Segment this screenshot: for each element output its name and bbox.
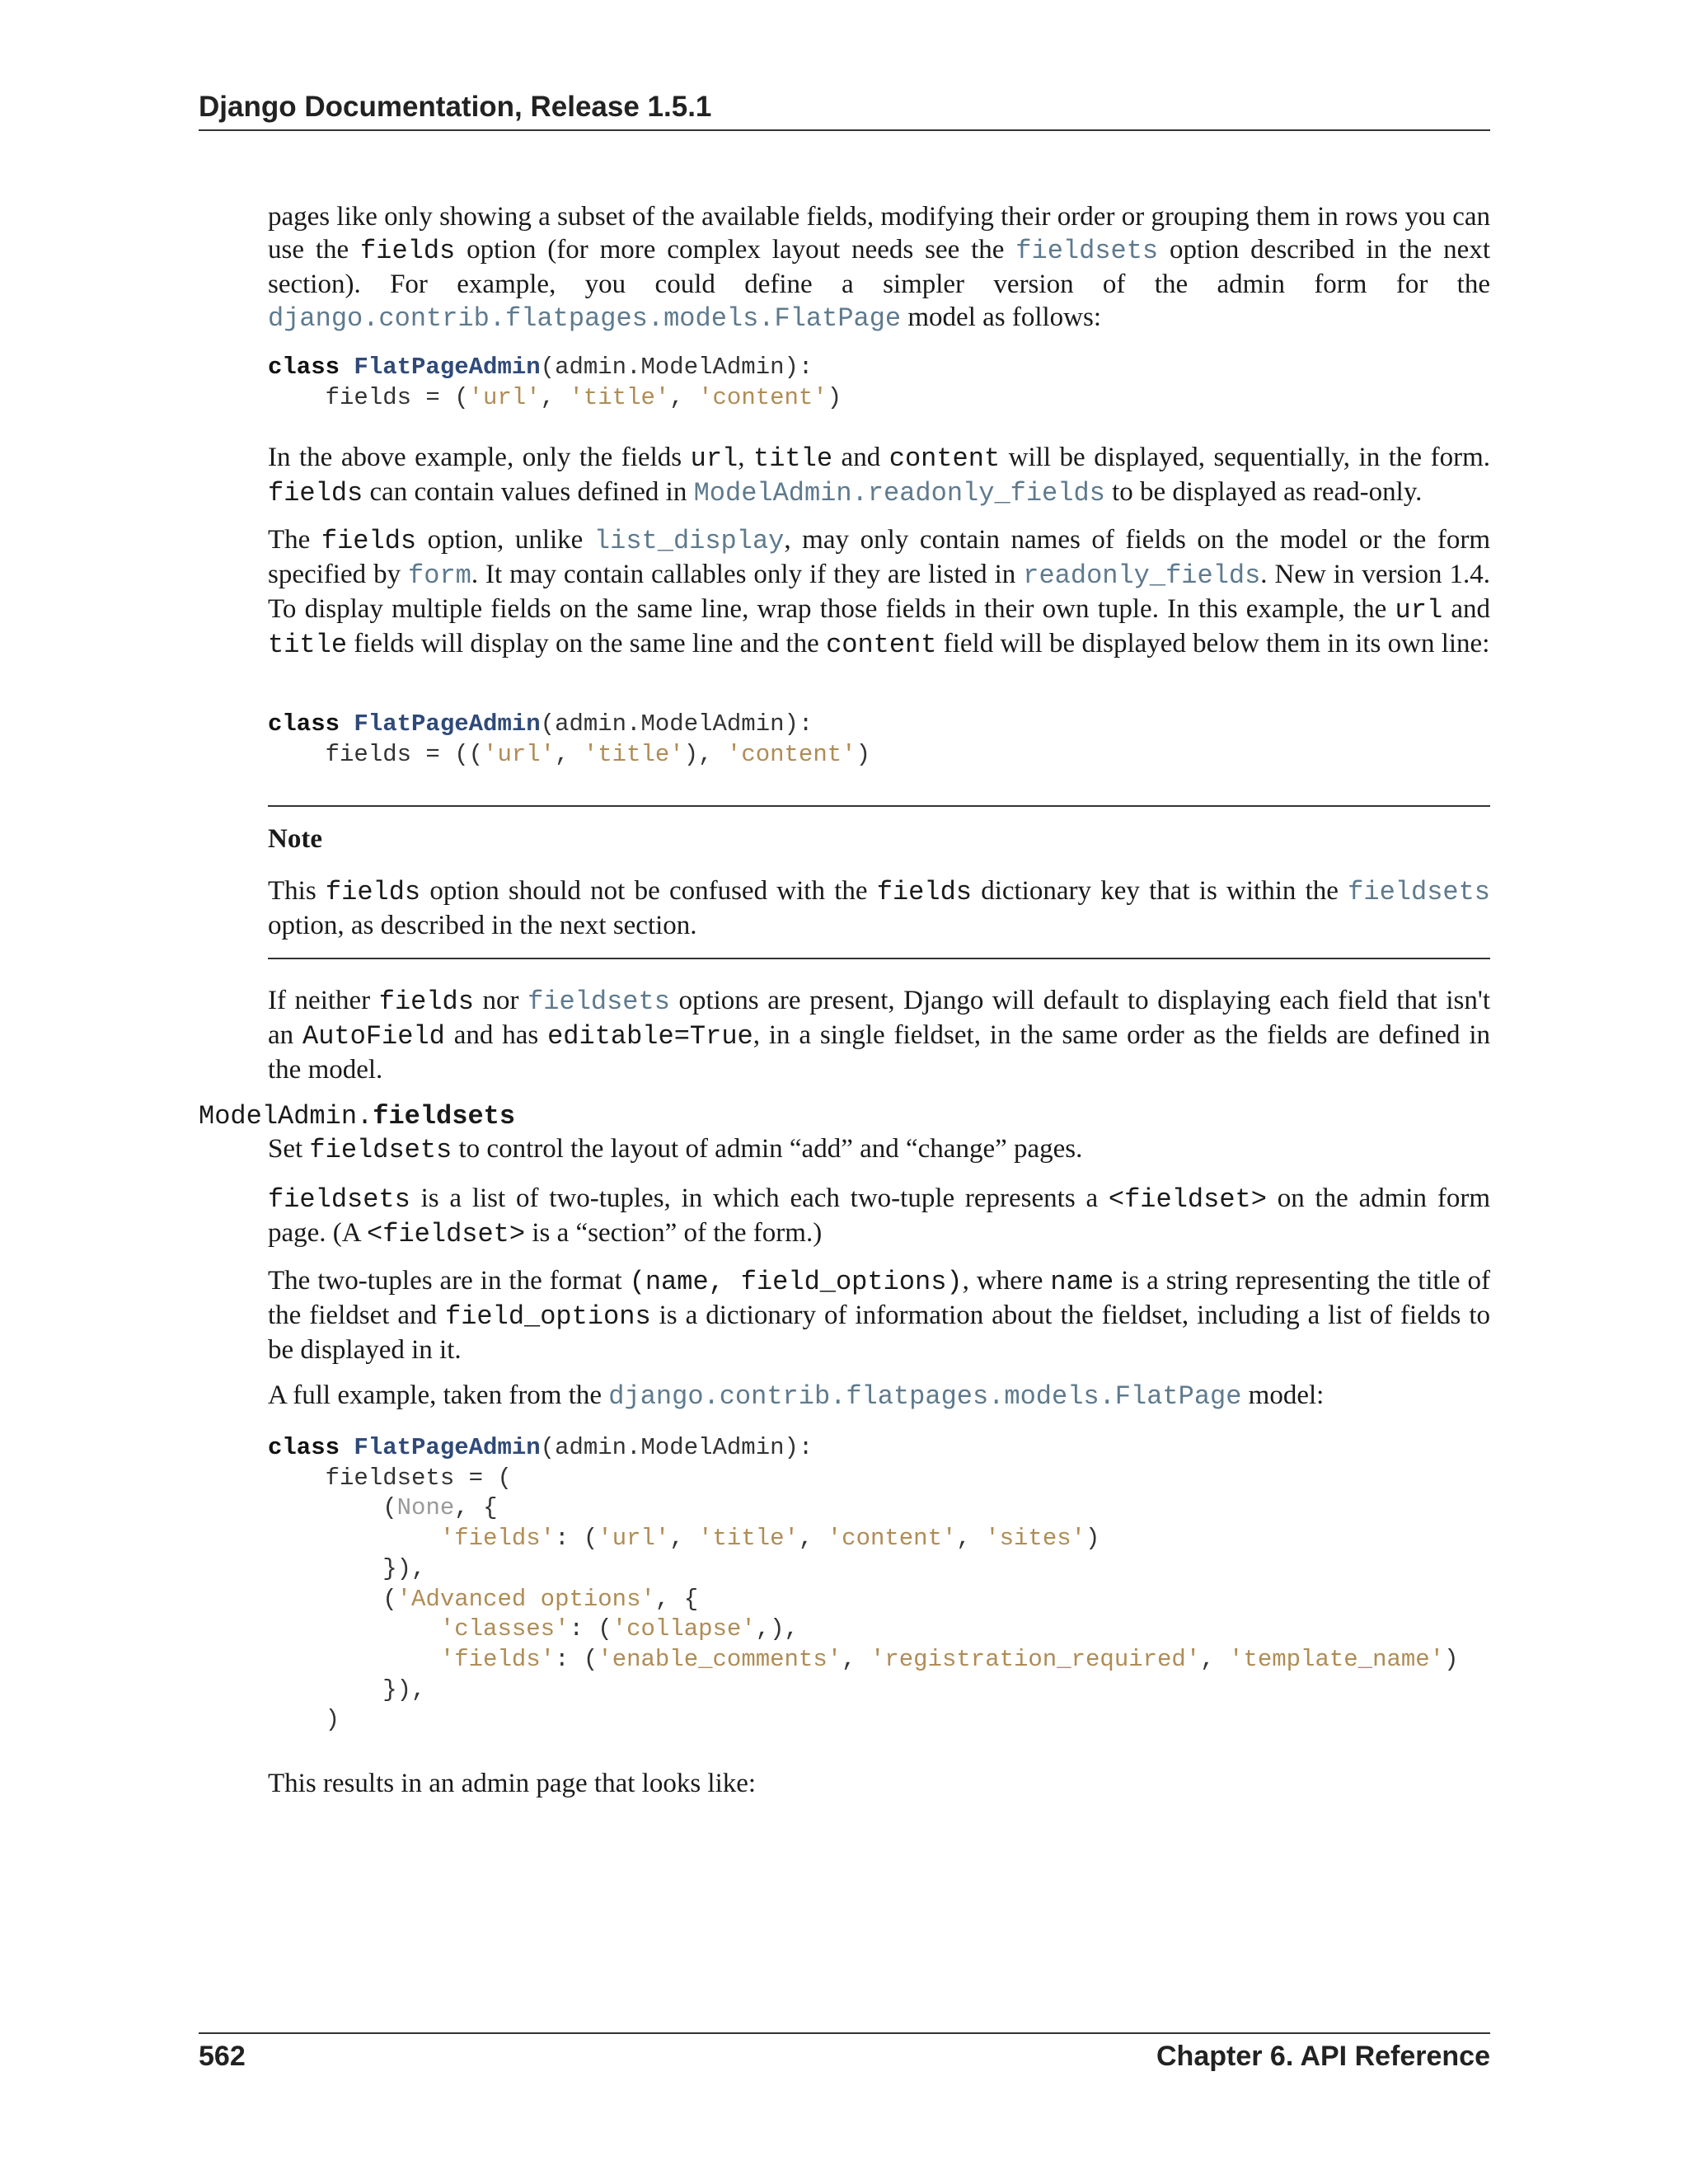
- readonly-fields-link-2[interactable]: readonly_fields: [1023, 560, 1261, 591]
- note-body: This fields option should not be confused with the fields dictionary key that is within the fieldsets option, as described in the next section.: [268, 876, 1490, 940]
- footer-rule: [199, 2032, 1490, 2034]
- readonly-fields-link[interactable]: ModelAdmin.readonly_fields: [693, 478, 1105, 509]
- paragraph-fields-option: The fields option, unlike list_display, may only contain names of fields on the model or the form specified by form. It may contain callables only if they are listed in readonly_fields. New in version 1.4. To display multiple fields on the same line, wrap those fields in their own tuple. In this example, the url and title fields will display on the same line and the content field will be displayed below them in its own line:: [268, 525, 1490, 660]
- note-bottom-rule: [268, 958, 1490, 959]
- main-content: [268, 200, 1490, 335]
- code-block-tuple-fields: class FlatPageAdmin(admin.ModelAdmin): fields = (('url', 'title'), 'content'): [268, 710, 870, 768]
- page-number: 562: [199, 2041, 246, 2072]
- paragraph-full-example: A full example, taken from the django.contrib.flatpages.models.FlatPage model:: [268, 1380, 1325, 1412]
- paragraph-default-behaviour: If neither fields nor fieldsets options are present, Django will default to displaying each field that isn't an AutoField and has editable=True, in a single fieldset, in the same order as the fields are defined in the model.: [268, 986, 1490, 1085]
- form-link[interactable]: form: [408, 560, 471, 591]
- code-block-fields: class FlatPageAdmin(admin.ModelAdmin): fields = ('url', 'title', 'content'): [268, 354, 842, 411]
- fieldsets-link-note[interactable]: fieldsets: [1348, 877, 1490, 907]
- fieldsets-link-3[interactable]: fieldsets: [528, 987, 670, 1017]
- chapter-title: Chapter 6. API Reference: [1156, 2041, 1490, 2072]
- note-top-rule: [268, 805, 1490, 807]
- flatpage-model-link-2[interactable]: django.contrib.flatpages.models.FlatPage: [608, 1381, 1242, 1412]
- paragraph-results: This results in an admin page that looks like:: [268, 1769, 757, 1798]
- intro-paragraph: pages like only showing a subset of the available fields, modifying their order or grouping them in rows you can use the fields option (for more complex layout needs see the fieldsets option described in the next section). For example, you could define a simpler version of the admin form for the django.contrib.flatpages.models.FlatPage model as follows:: [268, 202, 1490, 334]
- paragraph-two-tuples: fieldsets is a list of two-tuples, in which each two-tuple represents a <fieldset> on the admin form page. (A <fieldset> is a “section” of the form.): [268, 1183, 1490, 1249]
- paragraph-readonly: In the above example, only the fields url, title and content will be displayed, sequentially, in the form. fields can contain values defined in ModelAdmin.readonly_fields to be displayed as read-only.: [268, 443, 1490, 509]
- code-block-fieldsets: class FlatPageAdmin(admin.ModelAdmin): fieldsets = ( (None, { 'fields': ('url', 'title', 'content', 'sites') }), ('Advanced options', { 'classes': ('collapse',), 'fields': ('enable_comments', 'registration_required', 'template_name') }), ): [268, 1434, 1459, 1734]
- fieldsets-link[interactable]: fieldsets: [1015, 236, 1159, 266]
- paragraph-set-fieldsets: Set fieldsets to control the layout of admin “add” and “change” pages.: [268, 1134, 1083, 1165]
- note-title: Note: [268, 824, 322, 854]
- list-display-link[interactable]: list_display: [593, 526, 785, 556]
- paragraph-tuple-format: The two-tuples are in the format (name, field_options), where name is a string representing the title of the fieldset and field_options is a dictionary of information about the fieldset, including a list of fields to be displayed in it.: [268, 1266, 1491, 1365]
- flatpage-model-link[interactable]: django.contrib.flatpages.models.FlatPage: [268, 303, 902, 334]
- running-header: Django Documentation, Release 1.5.1: [199, 91, 712, 123]
- fieldsets-attribute-signature: ModelAdmin.fieldsets: [199, 1101, 516, 1132]
- header-rule: [199, 129, 1490, 131]
